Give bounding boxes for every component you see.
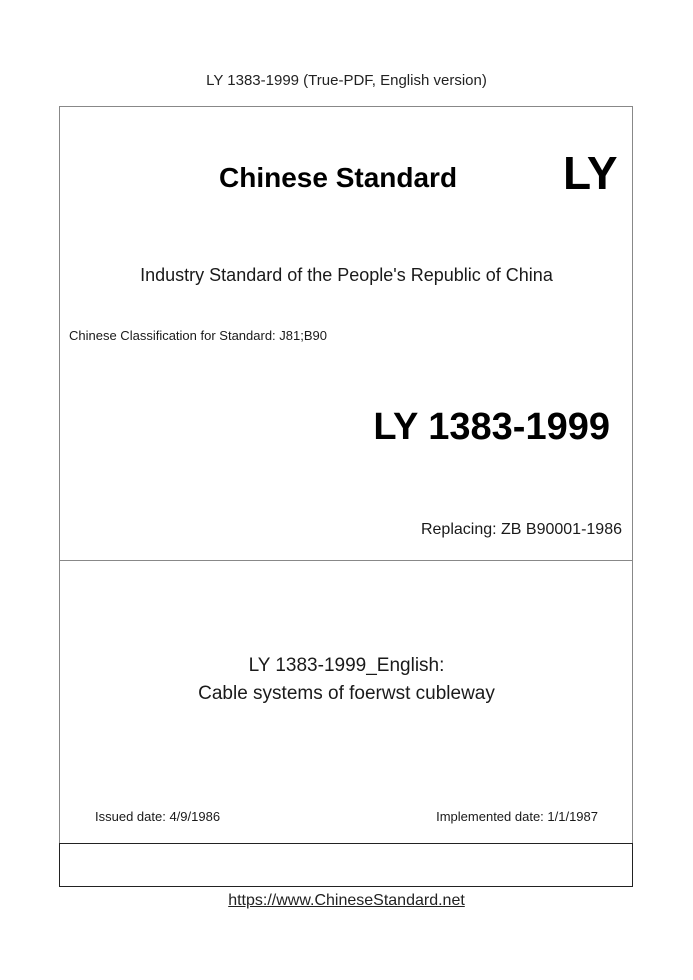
- website-link[interactable]: https://www.ChineseStandard.net: [228, 892, 465, 909]
- replacing-text: Replacing: ZB B90001-1986: [420, 521, 622, 538]
- issued-date: Issued date: 4/9/1986: [95, 809, 221, 824]
- page-header: LY 1383-1999 (True-PDF, English version): [206, 72, 487, 89]
- footer: [0, 892, 693, 910]
- cover-subtitle: Industry Standard of the People's Republic of China: [140, 265, 553, 285]
- standard-mark: LY: [563, 147, 618, 199]
- document-title-line1: LY 1383-1999_English:: [248, 655, 445, 676]
- document-title: [0, 652, 693, 708]
- cover-bottom-panel: [59, 843, 633, 887]
- implemented-date: Implemented date: 1/1/1987: [436, 809, 598, 824]
- cover-title: Chinese Standard: [219, 162, 458, 193]
- document-title-line2: Cable systems of foerwst cubleway: [198, 683, 495, 704]
- standard-number: LY 1383-1999: [373, 406, 610, 448]
- classification-text: Chinese Classification for Standard: J81;B90: [69, 328, 327, 343]
